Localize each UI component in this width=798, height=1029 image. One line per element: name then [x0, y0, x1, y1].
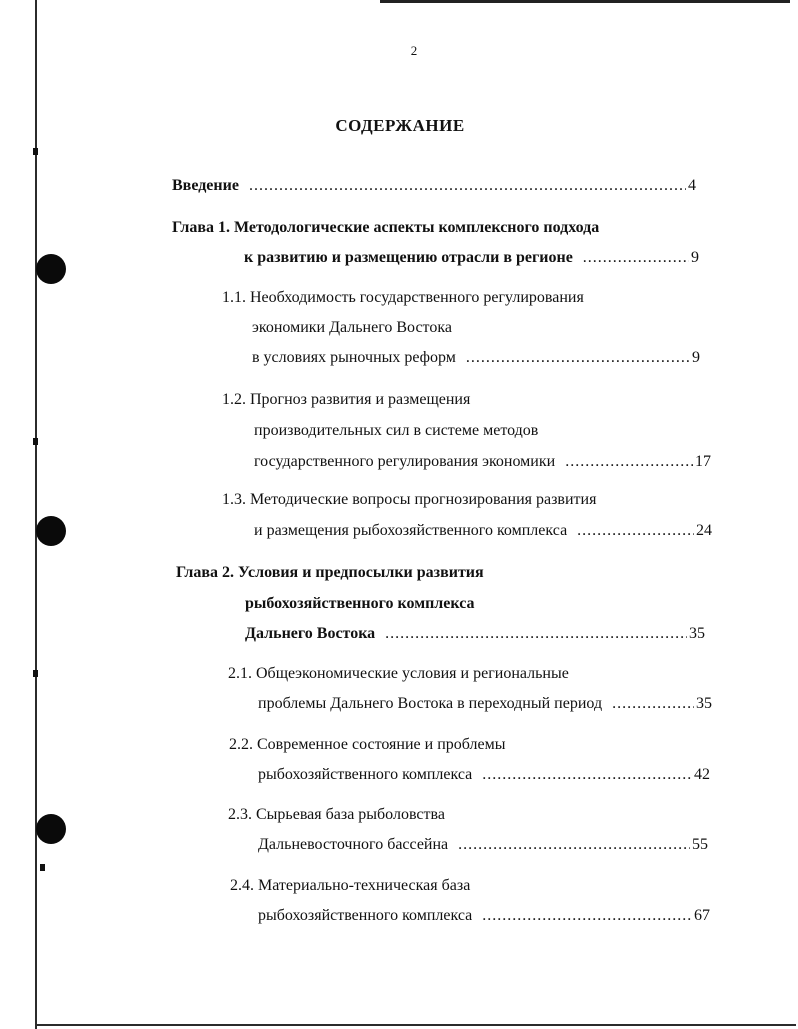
toc-section-1-2[interactable] — [254, 452, 711, 472]
scan-mark — [33, 438, 38, 445]
page-title: СОДЕРЖАНИЕ — [335, 116, 465, 135]
toc-section-text: экономики Дальнего Востока — [252, 319, 452, 336]
punch-hole — [36, 814, 66, 844]
scan-edge-bottom — [36, 1024, 796, 1026]
scan-mark — [40, 864, 45, 871]
dot-leader — [482, 906, 692, 926]
scan-mark — [33, 148, 38, 155]
toc-section-2-2[interactable] — [258, 765, 710, 785]
toc-section-1-3[interactable] — [254, 521, 712, 541]
toc-section-2-1-title[interactable]: 2.1. Общеэкономические условия и региональные — [228, 665, 569, 682]
dot-leader — [466, 348, 690, 368]
toc-entry-label: Дальневосточного бассейна — [258, 836, 449, 853]
toc-entry-intro[interactable] — [172, 176, 696, 196]
toc-chapter-text: рыбохозяйственного комплекса — [245, 595, 475, 612]
toc-entry-label: Введение — [172, 177, 239, 194]
toc-section-1-3-title[interactable]: 1.3. Методические вопросы прогнозирования развития — [222, 491, 597, 508]
toc-entry-label: проблемы Дальнего Востока в переходный период — [258, 695, 603, 712]
toc-page-number: 9 — [691, 249, 699, 266]
toc-entry-label: и размещения рыбохозяйственного комплекса — [254, 522, 568, 539]
scan-edge-top — [380, 0, 790, 3]
dot-leader — [385, 624, 687, 644]
toc-section-2-3-title[interactable]: 2.3. Сырьевая база рыболовства — [228, 806, 445, 823]
toc-section-2-1[interactable] — [258, 694, 712, 714]
toc-page-number: 35 — [696, 695, 712, 712]
dot-leader — [249, 176, 686, 196]
dot-leader — [482, 765, 692, 785]
punch-hole — [36, 516, 66, 546]
toc-entry-label: Дальнего Востока — [245, 625, 376, 642]
page-number: 2 — [410, 43, 418, 58]
toc-entry-label: рыбохозяйственного комплекса — [258, 766, 473, 783]
toc-entry-label: в условиях рыночных реформ — [252, 349, 456, 366]
dot-leader — [583, 248, 689, 268]
dot-leader — [458, 835, 690, 855]
toc-entry-label: государственного регулирования экономики — [254, 453, 556, 470]
toc-section-text: производительных сил в системе методов — [254, 422, 539, 439]
toc-page-number: 42 — [694, 766, 710, 783]
toc-section-1-1[interactable] — [252, 348, 700, 368]
dot-leader — [612, 694, 694, 714]
toc-section-2-4[interactable] — [258, 906, 710, 926]
toc-page-number: 35 — [689, 625, 705, 642]
toc-entry-label: к развитию и размещению отрасли в регионе — [244, 249, 573, 266]
toc-page-number: 67 — [694, 907, 710, 924]
toc-section-1-2-title[interactable]: 1.2. Прогноз развития и размещения — [222, 391, 471, 408]
toc-chapter-2-title[interactable]: Глава 2. Условия и предпосылки развития — [176, 564, 484, 581]
toc-page-number: 17 — [695, 453, 711, 470]
toc-section-2-2-title[interactable]: 2.2. Современное состояние и проблемы — [229, 736, 506, 753]
toc-chapter-1-title[interactable]: Глава 1. Методологические аспекты комплексного подхода — [172, 219, 600, 236]
toc-page-number: 55 — [692, 836, 708, 853]
toc-page-number: 24 — [696, 522, 712, 539]
punch-hole — [36, 254, 66, 284]
toc-chapter-2[interactable] — [245, 624, 705, 644]
dot-leader — [565, 452, 693, 472]
toc-section-1-1-title[interactable]: 1.1. Необходимость государственного регулирования — [222, 289, 584, 306]
toc-page-number: 4 — [688, 177, 696, 194]
toc-page-number: 9 — [692, 349, 700, 366]
toc-section-2-4-title[interactable]: 2.4. Материально-техническая база — [230, 877, 471, 894]
toc-section-2-3[interactable] — [258, 835, 708, 855]
scan-mark — [33, 670, 38, 677]
toc-entry-label: рыбохозяйственного комплекса — [258, 907, 473, 924]
dot-leader — [577, 521, 694, 541]
toc-chapter-1[interactable] — [244, 248, 699, 268]
